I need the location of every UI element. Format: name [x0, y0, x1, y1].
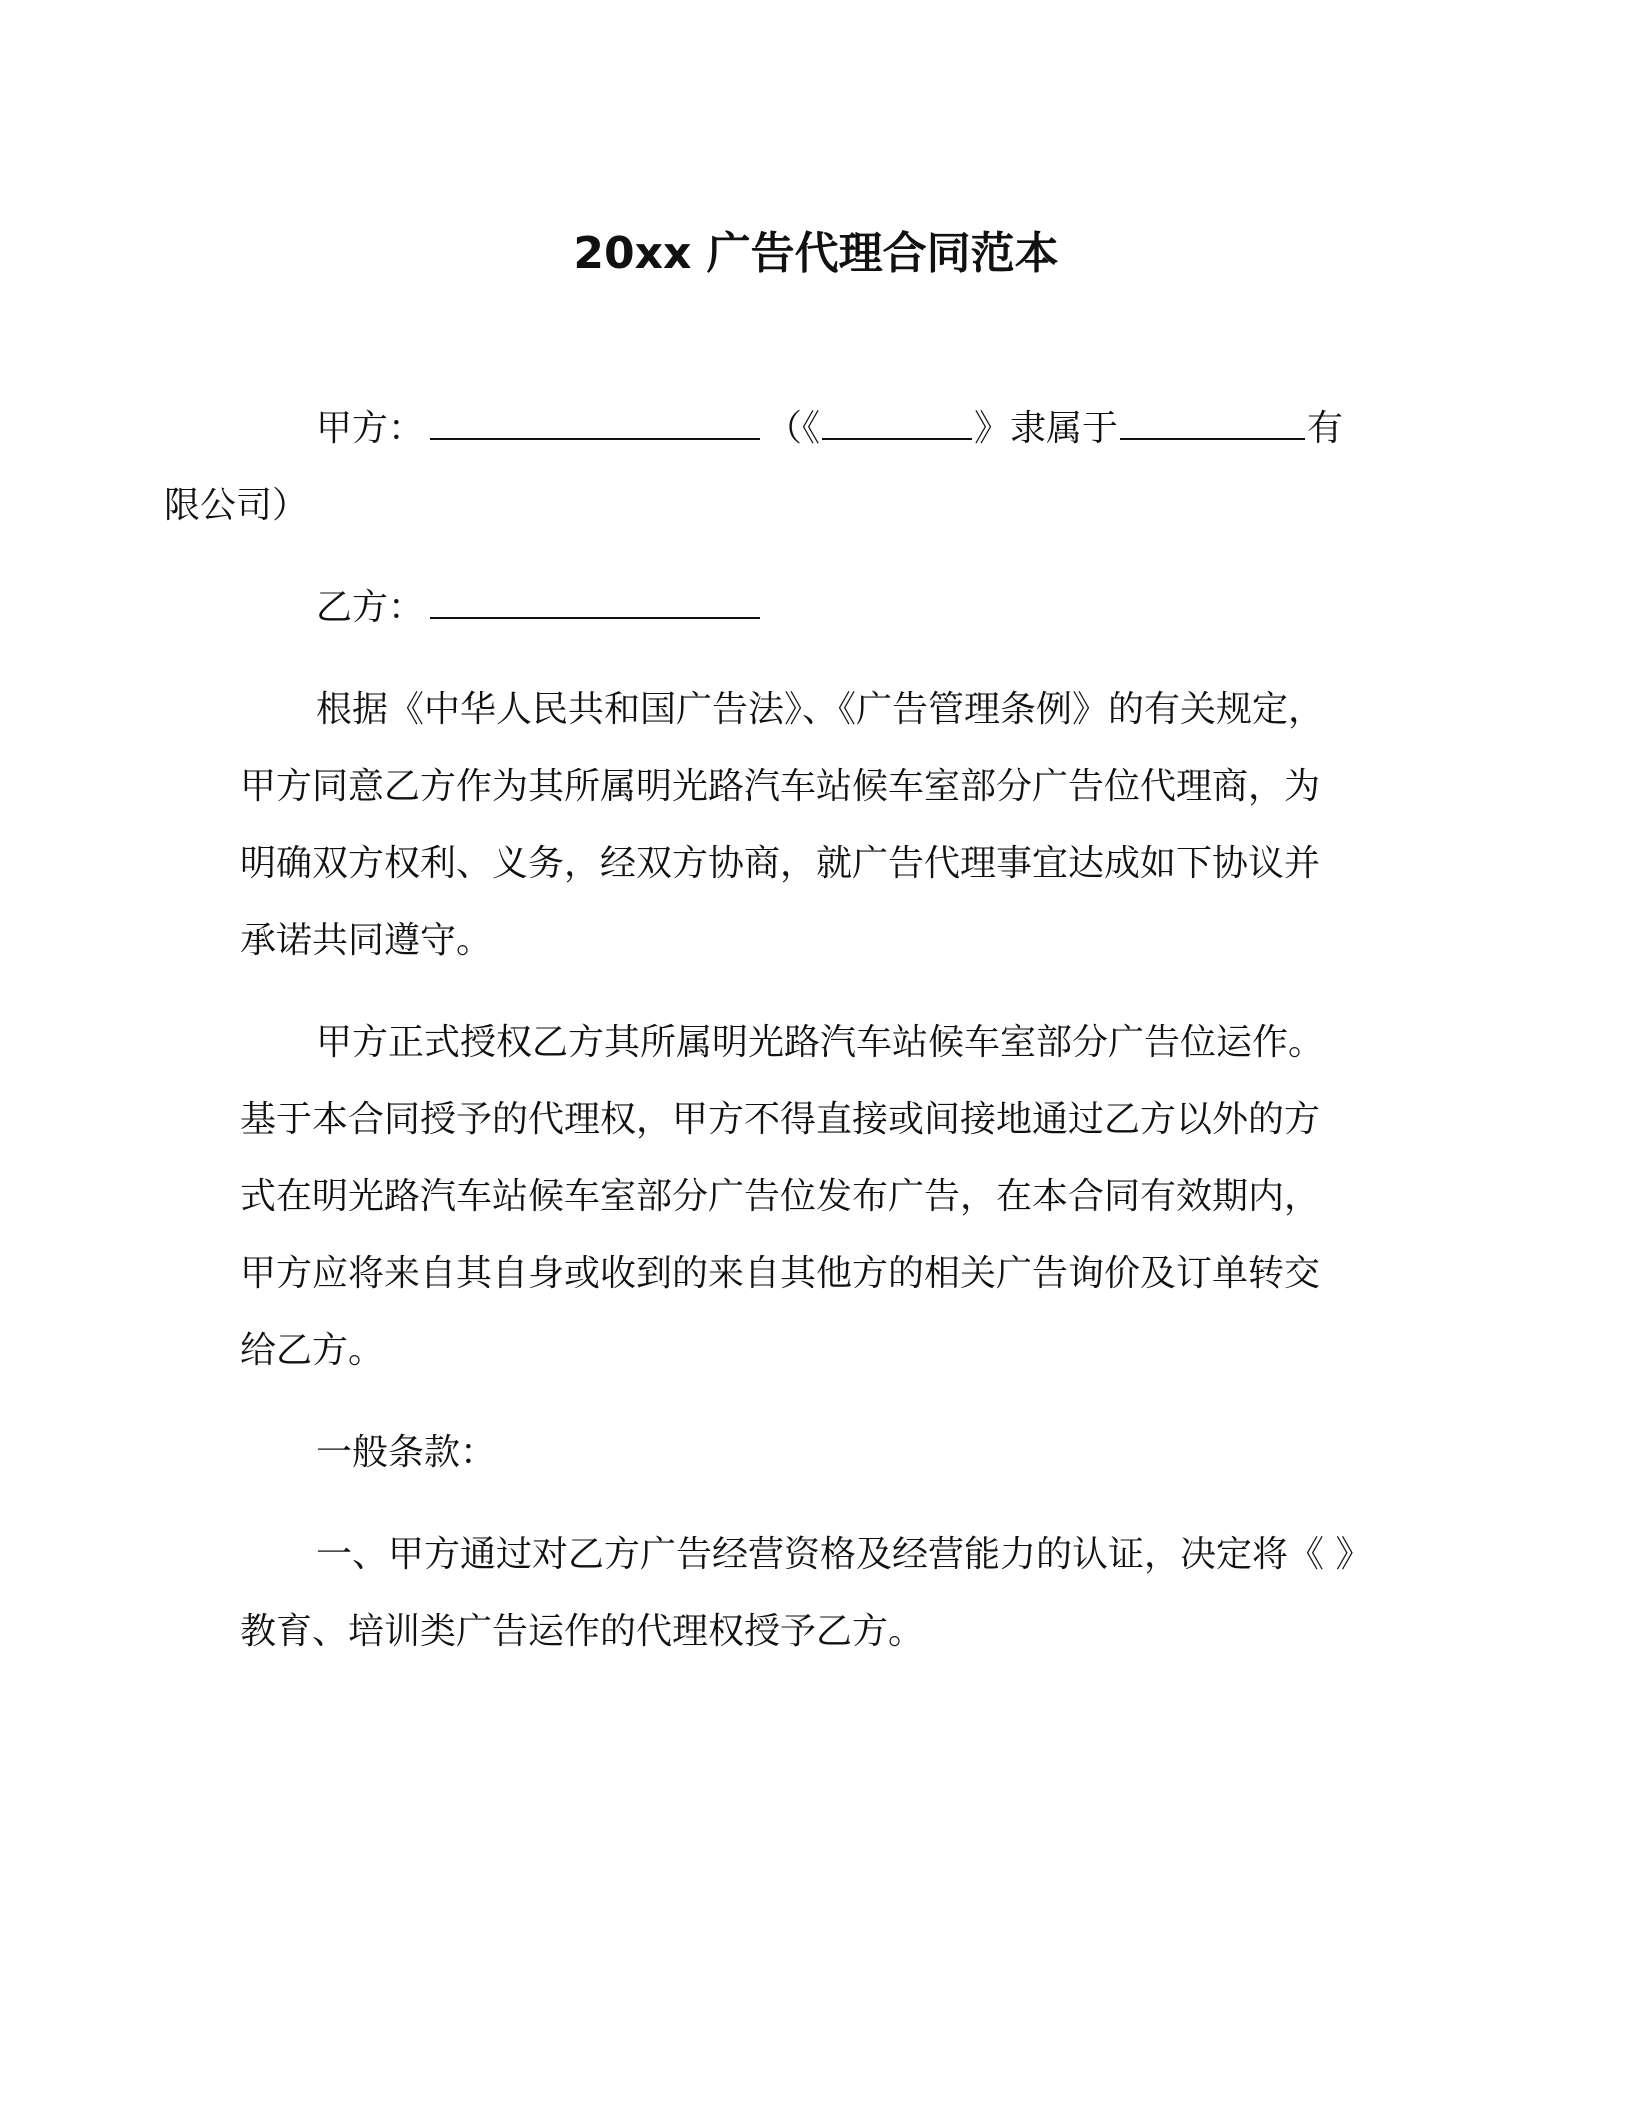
document-body [164, 390, 1390, 1695]
paragraph-line: 甲方同意乙方作为其所属明光路汽车站候车室部分广告位代理商，为 [240, 766, 1321, 807]
paragraph-line: 明确双方权利、义务，经双方协商，就广告代理事宜达成如下协议并 [240, 843, 1321, 884]
paragraph-line: 式在明光路汽车站候车室部分广告位发布广告，在本合同有效期内， [240, 1176, 1321, 1217]
paragraph-line: 给乙方。 [240, 1330, 385, 1371]
party-a-line-1 [240, 390, 1390, 467]
party-a-tail1: 有 [1307, 408, 1344, 449]
paragraph-line: 教育、培训类广告运作的代理权授予乙方。 [240, 1611, 925, 1652]
party-a-mid2: 》隶属于 [974, 408, 1119, 449]
clause-1-paragraph [240, 1516, 1390, 1670]
party-a-company-blank [1120, 404, 1305, 440]
party-b-line [240, 569, 1390, 646]
paragraph-line: 根据《中华人民共和国广告法》、《广告管理条例》的有关规定， [316, 689, 1325, 730]
paragraph-line: 一般条款： [316, 1432, 497, 1473]
party-a-mid1: （《 [766, 408, 821, 449]
party-b-label: 乙方： [316, 587, 425, 628]
party-b-name-blank [430, 583, 760, 619]
party-a-brand-blank [822, 404, 972, 440]
paragraph-line: 基于本合同授予的代理权，甲方不得直接或间接地通过乙方以外的方 [240, 1099, 1321, 1140]
paragraph-line: 一、甲方通过对乙方广告经营资格及经营能力的认证，决定将《 》 [316, 1534, 1372, 1575]
party-a-label: 甲方： [316, 408, 425, 449]
general-terms-heading [240, 1414, 1390, 1491]
paragraph-line: 承诺共同遵守。 [240, 920, 493, 961]
paragraph-line: 甲方应将来自其自身或收到的来自其他方的相关广告询价及订单转交 [240, 1253, 1321, 1294]
party-a-paragraph [164, 390, 1390, 544]
party-a-name-blank [430, 404, 760, 440]
party-a-tail2: 限公司） [164, 485, 309, 526]
basis-paragraph [240, 671, 1390, 979]
paragraph-line: 甲方正式授权乙方其所属明光路汽车站候车室部分广告位运作。 [316, 1022, 1325, 1063]
party-b-paragraph [240, 569, 1390, 646]
document-title: 20xx 广告代理合同范本 [573, 228, 1059, 279]
authorization-paragraph [240, 1004, 1390, 1389]
party-a-line-2 [164, 467, 1390, 544]
